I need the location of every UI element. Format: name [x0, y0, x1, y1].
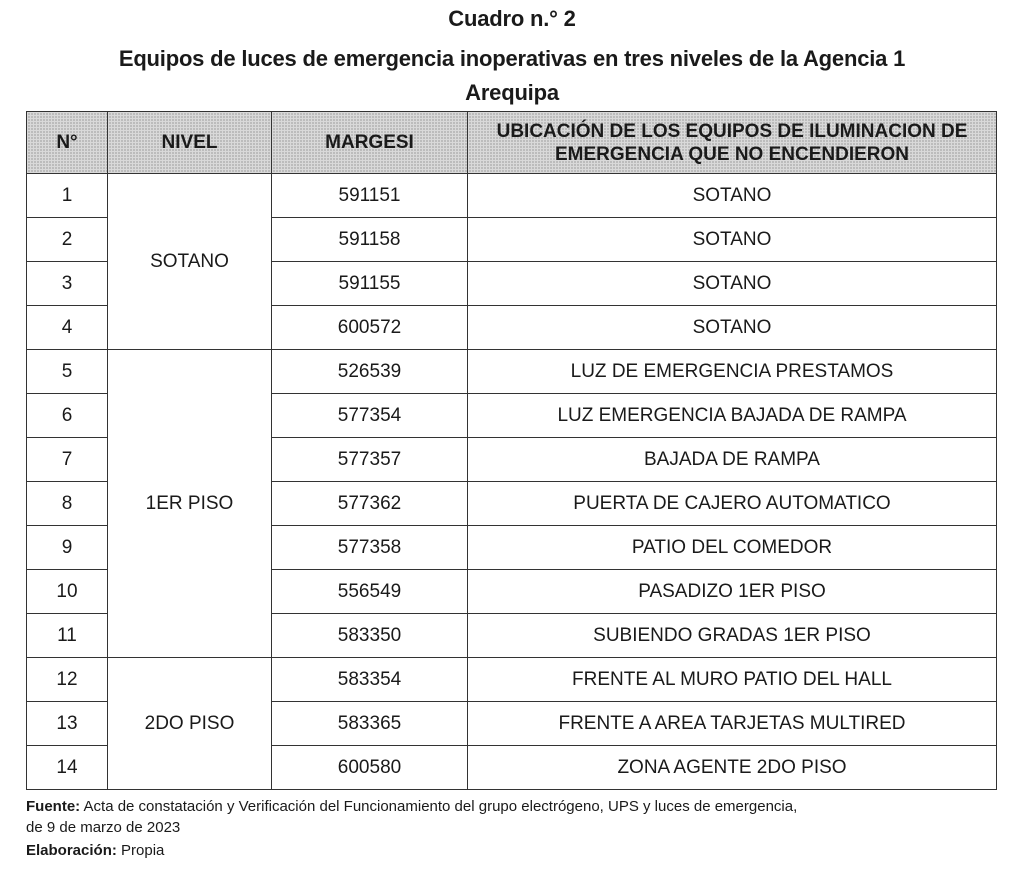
- cell-ubicacion: SOTANO: [468, 262, 997, 306]
- cell-number: 1: [27, 174, 108, 218]
- table-row: [27, 174, 997, 218]
- cell-margesi: 583350: [272, 614, 468, 658]
- cell-margesi: 600572: [272, 306, 468, 350]
- table-row: [27, 658, 997, 702]
- cell-margesi: 526539: [272, 350, 468, 394]
- cell-number: 14: [27, 746, 108, 790]
- cell-number: 5: [27, 350, 108, 394]
- cell-ubicacion: SOTANO: [468, 174, 997, 218]
- elaboration-text: Propia: [121, 842, 165, 859]
- cell-number: 2: [27, 218, 108, 262]
- source-note-continued: [26, 818, 180, 837]
- cell-nivel: 1ER PISO: [108, 350, 272, 658]
- emergency-lights-table: [26, 111, 997, 790]
- cell-ubicacion: BAJADA DE RAMPA: [468, 438, 997, 482]
- table-body: [27, 174, 997, 790]
- cell-number: 6: [27, 394, 108, 438]
- source-text: Acta de constatación y Verificación del Funcionamiento del grupo electrógeno, UPS y luces de emergencia,: [83, 798, 798, 815]
- cell-nivel: SOTANO: [108, 174, 272, 350]
- cell-number: 3: [27, 262, 108, 306]
- cell-number: 8: [27, 482, 108, 526]
- table-row: [27, 350, 997, 394]
- cell-ubicacion: ZONA AGENTE 2DO PISO: [468, 746, 997, 790]
- header-ubicacion-line2: EMERGENCIA QUE NO ENCENDIERON: [555, 143, 909, 165]
- source-date: de 9 de marzo de 2023: [26, 819, 181, 836]
- elaboration-label: Elaboración:: [26, 842, 117, 859]
- cell-margesi: 591155: [272, 262, 468, 306]
- cell-ubicacion: SUBIENDO GRADAS 1ER PISO: [468, 614, 997, 658]
- cell-ubicacion: PASADIZO 1ER PISO: [468, 570, 997, 614]
- cell-margesi: 577358: [272, 526, 468, 570]
- cell-ubicacion: FRENTE AL MURO PATIO DEL HALL: [468, 658, 997, 702]
- source-note: [26, 797, 797, 816]
- cell-ubicacion: LUZ EMERGENCIA BAJADA DE RAMPA: [468, 394, 997, 438]
- cell-margesi: 577362: [272, 482, 468, 526]
- cell-ubicacion: SOTANO: [468, 218, 997, 262]
- cell-number: 9: [27, 526, 108, 570]
- cell-ubicacion: PATIO DEL COMEDOR: [468, 526, 997, 570]
- header-margesi: MARGESI: [272, 112, 468, 174]
- cell-margesi: 577357: [272, 438, 468, 482]
- cell-margesi: 591151: [272, 174, 468, 218]
- table-caption-title-continued: Arequipa: [465, 80, 559, 105]
- cell-ubicacion: LUZ DE EMERGENCIA PRESTAMOS: [468, 350, 997, 394]
- table-caption-title: Equipos de luces de emergencia inoperativas en tres niveles de la Agencia 1: [118, 46, 906, 71]
- header-number: N°: [27, 112, 108, 174]
- cell-number: 13: [27, 702, 108, 746]
- table-header-row: [27, 112, 997, 174]
- cell-number: 10: [27, 570, 108, 614]
- elaboration-note: [26, 841, 164, 860]
- cell-margesi: 556549: [272, 570, 468, 614]
- cell-nivel: 2DO PISO: [108, 658, 272, 790]
- header-ubicacion-line1: UBICACIÓN DE LOS EQUIPOS DE ILUMINACION DE: [496, 120, 968, 142]
- cell-margesi: 583354: [272, 658, 468, 702]
- header-ubicacion: [468, 112, 997, 174]
- source-label: Fuente:: [26, 798, 81, 815]
- cell-number: 7: [27, 438, 108, 482]
- cell-margesi: 591158: [272, 218, 468, 262]
- cell-number: 4: [27, 306, 108, 350]
- cell-ubicacion: PUERTA DE CAJERO AUTOMATICO: [468, 482, 997, 526]
- cell-number: 11: [27, 614, 108, 658]
- cell-number: 12: [27, 658, 108, 702]
- cell-ubicacion: FRENTE A AREA TARJETAS MULTIRED: [468, 702, 997, 746]
- cell-margesi: 583365: [272, 702, 468, 746]
- cell-margesi: 600580: [272, 746, 468, 790]
- cell-margesi: 577354: [272, 394, 468, 438]
- header-nivel: NIVEL: [108, 112, 272, 174]
- table-caption-number: Cuadro n.° 2: [448, 6, 576, 31]
- cell-ubicacion: SOTANO: [468, 306, 997, 350]
